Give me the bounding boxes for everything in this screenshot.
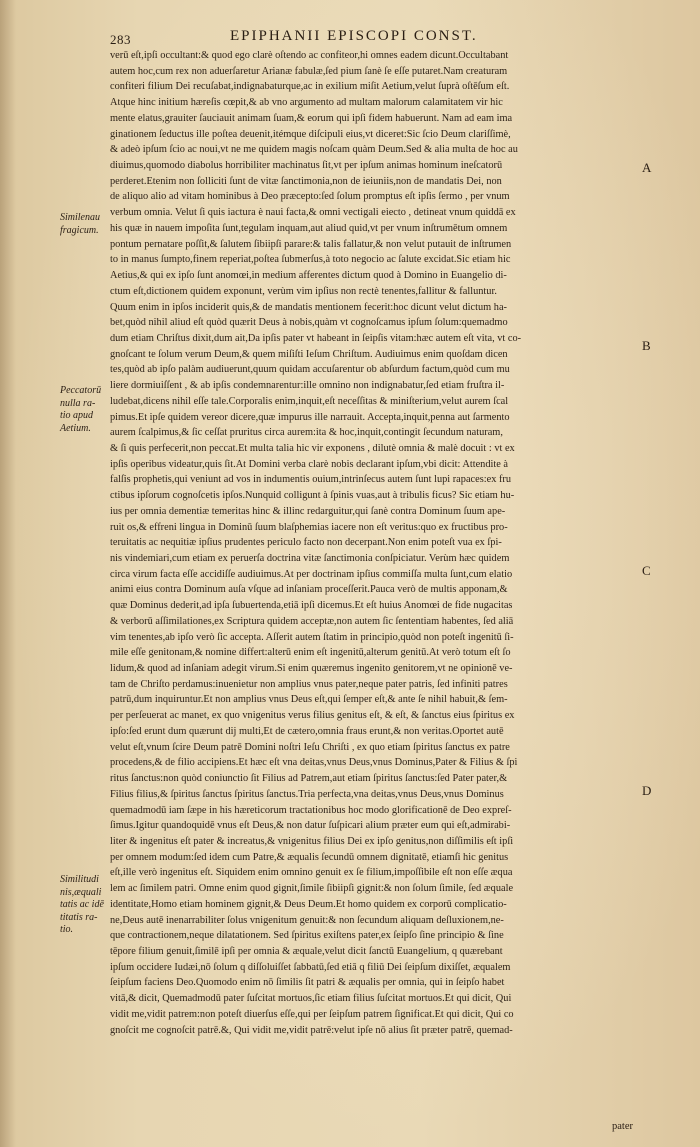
- text-line: vim tenentes,ab ipſo verò ſic accepta. Aſſerit autem ſtatim in principio,quòd non poteſt ingenitū ſi-: [110, 631, 514, 643]
- text-line: eſt,ille verò ingenitus eſt. Siquidem enim omnino genuit ex ſe filium,impoſſibile eſt non eſſe æqua: [110, 867, 513, 879]
- text-line: per omnem modum:ſed idem cum Patre,& æqualis ſecundū omnem dignitatē, etiamſi hic genitus: [110, 851, 509, 863]
- margin-note: Peccatorū nulla ra- tio apud Aetium.: [60, 385, 102, 434]
- text-line: & verborū aſſimilationes,ex Scriptura quidem acceptæ,non autem ſic ſententiam habentes, ſed aliā: [110, 615, 514, 627]
- text-line: verū eſt,ipſi occultant:& quod ego clarè oſtendo ac confiteor,hi omnes eadem dicunt.Occultabant: [110, 50, 509, 61]
- text-line: procedens,& de filio accipiens.Et hæc eſt vna deitas,vnus Deus,vnus Dominus,Pater & Filius & ſpi: [110, 757, 518, 769]
- text-line: que contractionem,neque dilatationem. Sed ſpiritus exiſtens pater,ex ſeipſo ſine principio & ſine: [110, 930, 504, 942]
- text-line: nis vindemiari,cum etiam ex peruerſa doctrina vitæ ſanctimonia conſpiciatur. Verùm hæc quidem: [110, 553, 510, 564]
- text-line: verbum omnia. Velut ſi quis iactura è naui facta,& omni vectigali eiecto , detineat vnum quiddā ex: [110, 207, 516, 219]
- text-line: lem ac ſimilem patri. Omne enim quod gignit,ſimile ſibiipſi gignit:& non ſolum ſimile, ſed æquale: [110, 883, 514, 895]
- margin-note: Similitudi nis,æquali tatis ac idē titatis ra- tio.: [60, 874, 104, 935]
- text-line: gnoſcant te ſolum verum Deum,& quem miſiſti Ieſum Chriſtum. Audiuimus enim quoſdam dicen: [110, 348, 508, 360]
- text-line: de aliquo alio ad vitam hominibus à Deo præcepto:ſed ſolum promptus eſt ipſis ſermo , per vnum: [110, 191, 510, 203]
- page-header: [110, 28, 670, 50]
- text-line: & adeò ipſum ſcio ac noui,vt ne me quidem magis noſcam quàm Deum.Sed & alia multa de hoc au: [110, 144, 518, 156]
- text-line: velut eſt,vnum ſcire Deum patrē Domini noſtri Ieſu Chriſti , ex quo etiam ſpiritus ſanctus ex patre: [110, 741, 510, 753]
- text-line: tam de Chriſto perdamus:inuenietur non amplius vnus pater,neque pater patris, ſed infiniti patres: [110, 678, 508, 690]
- section-letter-b: B: [642, 338, 651, 353]
- text-line: patrū,dum inquiruntur.Et non amplius vnus Deus eſt,qui ſemper eſt,& ante ſe nihil habuit,& ſem-: [110, 694, 508, 706]
- main-text-block: [110, 48, 655, 1118]
- text-line: diuimus,quomodo diabolus horribiliter machinatus ſit,vt per ipſum animas hominum ineſcatorū: [110, 160, 503, 172]
- text-line: bet,quòd nihil aliud eſt quòd quærit Deus à nobis,quàm vt cognoſcamus ipſum ſolum:quemadmo: [110, 317, 508, 329]
- text-line: teruitatis ac nequitiæ ipſius prudentes periculo facto non decerpant.Non enim poteſt vua ex ſpi-: [110, 537, 502, 549]
- text-line: ne,Deus autē inenarrabiliter ſolus vnigenitum genuit:& non ſecundum aliquam deſluxionem,ne-: [110, 914, 504, 926]
- text-line: ctum eſt,dictionem quidem exponunt, verùm vim ipſius non rectè tenentes,fallitur & falluntur.: [110, 285, 497, 297]
- section-letter-a: A: [642, 160, 652, 175]
- text-line: animi eius contra Dominum auſa vſque ad inſaniam proceſſerit.Pauca verò de multis apponam,&: [110, 584, 508, 596]
- text-line: tēpore filium genuit,ſimilē ipſi per omnia & æquale,velut dicit ſanctū Euangelium, q quærebant: [110, 945, 503, 957]
- section-letter-c: C: [642, 563, 651, 578]
- text-line: ſeipſum faciens Deo.Quomodo enim nō ſimilis ſit patri & æqualis per omnia, qui in ſeipſo habet: [110, 977, 505, 989]
- text-line: liere dormiuiſſent , & ab ipſis condemnarentur:ille omnino non indignabatur,ſed etiam fruſtra il-: [110, 380, 505, 392]
- text-line: quæ Dominus dederit,ad ipſa ſubuertenda,etiā ipſi dicemus.Et eſt huius Anomœi de fide nugacitas: [110, 600, 513, 612]
- text-line: confiteri filium Dei recuſabat,indignabaturque,ac in exilium miſit Aetium,velut ſuprà oſtēſum eſt.: [110, 81, 510, 93]
- page-number: 283: [110, 32, 131, 47]
- text-line: Aetius,& qui ex ipſo ſunt anomœi,in medium afferentes dictum quod à Domino in Euangelio di-: [110, 270, 507, 282]
- text-line: lidum,& quod ad inſaniam adegit virum.Si enim quæremus ingenito genitorem,vt ne opinionē ve-: [110, 663, 513, 675]
- text-line: Filius filius,& ſpiritus ſanctus ſpiritus ſanctus.Tria perfecta,vna deitas,vnus Deus,vnus Dominus: [110, 788, 504, 800]
- text-line: ius per omnia dementiæ temeritas hinc & illinc redarguitur,qui ſanè contra Dominum ſuum ape-: [110, 505, 506, 517]
- text-line: & ſi quis perfecerit,non peccat.Et multa talia hic vir exponens , dilutè omnia & malè docuit : vt ex: [110, 442, 515, 454]
- text-line: ginationem ſeductus ille poſtea deuenit,itémque diſcipuli eius,vt diceret:Sic ſcio Deum clariſſimè,: [110, 128, 511, 140]
- text-line: pimus.Et ipſe quidem vereor dicere,quæ impurus ille narrauit. Accepta,inquit,penna aut ſarmento: [110, 411, 510, 423]
- text-line: vidit me,vidit patrem:non poteſt diuerſus eſſe,qui per ſeipſum patrem ſignificat.Et qui dicit, Qui co: [110, 1008, 514, 1020]
- margin-note: Similenau fragicum.: [60, 212, 100, 236]
- text-line: perderet.Etenim non ſolliciti ſunt de vitæ ſanctimonia,non de ieiuniis,non de mandatis Dei, non: [110, 175, 502, 187]
- text-line: identitate,Homo etiam hominem gignit,& Deus Deum.Et homo quidem ex corporū complicatio-: [110, 898, 507, 910]
- text-line: per perſeuerat ac manet, ex quo vnigenitus verus filius genitus eſt, & eſt, & ſanctus eius ſpiritus ex: [110, 710, 515, 722]
- text-line: quemadmodū iam ſæpe in his hæreticorum tractationibus hoc modo glorificationē de Deo expreſ-: [110, 804, 512, 816]
- section-letter-d: D: [642, 783, 652, 798]
- text-line: gnoſcit me cognoſcit patrē.&, Qui vidit me,vidit patrē:velut ipſe nō alius ſit præter patrē, quemad-: [110, 1024, 513, 1036]
- text-line: mile eſſe genitonam,& nomine differt:alterū enim eſt ingenitū,alterum genitū.At verò totum eſt ſo: [110, 647, 511, 659]
- text-line: falſis prophetis,qui veniunt ad vos in indumentis ouium,intrinſecus autem ſunt lupi rapaces:ex fru: [110, 474, 512, 486]
- text-line: ſimus.Igitur quandoquidē vnus eſt Deus,& non datur ſuſpicari alium præter eum qui eſt,admirabi-: [110, 820, 511, 832]
- text-line: ritus ſanctus:non quòd coniunctio ſit Filius ad Patrem,aut etiam ſpiritus ſanctus:ſed Pater pater,&: [110, 773, 508, 785]
- text-line: vitā,& dicit, Quemadmodū pater ſuſcitat mortuos,ſic etiam filius ſuſcitat mortuos.Et qui dicit, Qui: [110, 993, 512, 1005]
- text-line: tes,quòd ab ipſo palàm audiuerunt,quum quidam accuſarentur ob abſurdum factum,quòd cum mu: [110, 364, 510, 376]
- text-line: pontum pernatare poſſit,& ſalutem ſibiipſi parare:& talis fallatur,& non velut putauit de inſtrumen: [110, 238, 512, 250]
- text-line: ruit os,& effreni lingua in Dominū ſuum blaſphemias iacere non eſt veritus:quo ex fructibus pro-: [110, 521, 508, 533]
- text-line: ctibus ipſorum cognoſcetis ipſos.Nunquid colligunt à ſpinis vuas,aut à tribulis ficus? Sic etiam hu-: [110, 490, 515, 502]
- text-line: Quum enim in ipſos inciderit quis,& de mandatis mentionem fecerit:hoc dicunt velut dictum ha-: [110, 301, 507, 313]
- running-head: EPIPHANII EPISCOPI CONST.: [230, 28, 478, 44]
- text-line: circa virum facta eſſe accidiſſe audiuimus.At per doctrinam ipſius commiſſa multa ſunt,cum elatio: [110, 568, 513, 580]
- catchword: pater: [612, 1121, 633, 1132]
- page-spine-shadow: [0, 0, 16, 1147]
- text-line: dum etiam Chriſtus dixit,dum ait,Da ipſis pater vt habeant in ſeipſis vitam:hæc autem eſt vita, vt co-: [110, 332, 522, 344]
- text-line: ipſo:ſed erunt dum quærunt dij multi,Et de cætero,omnia fraus erunt,& non veritas.Oportet autē: [110, 725, 504, 737]
- text-line: to in manus ſumpto,finem reperiat,poſtea ſubmerſus,à toto negocio ac ſalute excidat.Sic etiam hic: [110, 254, 511, 266]
- text-line: Atque hinc initium hæreſis cœpit,& ab vno argumento ad multam malorum calamitatem vir hic: [110, 97, 503, 109]
- text-line: his quæ in nauem impoſita ſunt,tegulam inquam,aut aliud quid,vt per vnum inſtrumētum omnem: [110, 222, 508, 234]
- text-line: liter & ingenitus eſt pater & increatus,& vnigenitus filius Dei ex ipſo genitus,non diſſimilis eſt ipſi: [110, 835, 514, 847]
- text-line: aurem ſcalpimus,& ſic ceſſat pruritus circa aurem:ita & hoc,inquit,contingit ſecundum naturam,: [110, 427, 503, 439]
- text-line: mente elatus,grauiter ſauciauit animam ſuam,& eorum qui ipſi fidem habuerunt. Nam ad eam ima: [110, 112, 513, 124]
- text-line: autem hoc,cum rex non aduerſaretur Arianæ fabulæ,ſed pium ſanè ſe eſſe putaret.Nam creaturam: [110, 65, 508, 77]
- text-line: ludebat,dicens nihil eſſe tale.Corporalis enim,inquit,eſt neceſſitas & miniſterium,velut aurem ſcal: [110, 395, 509, 407]
- text-line: ipſis operibus videatur,quis ſit.At Domini verba clarè nobis declarant ipſum,vbi dicit: Attendite à: [110, 458, 509, 470]
- text-line: ipſum occidere Iudæi,nō ſolum q diſſoluiſſet ſabbatū,ſed etiā q filiū Dei ſeipſum dixiſſet, æqualem: [110, 961, 511, 973]
